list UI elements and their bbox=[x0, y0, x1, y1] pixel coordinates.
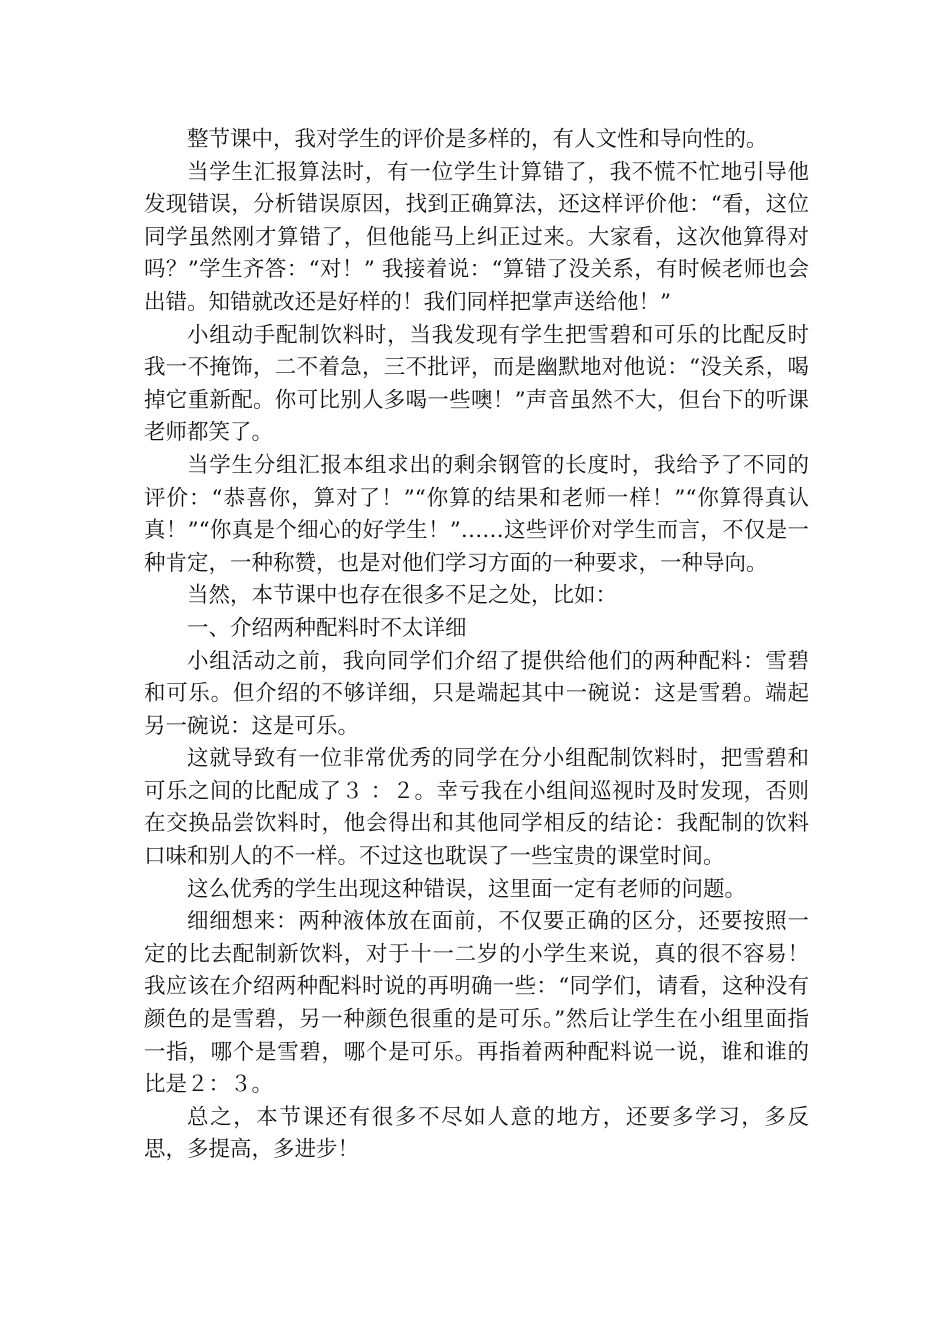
document-body bbox=[144, 124, 809, 1167]
paragraph-group-report: 当学生分组汇报本组求出的剩余钢管的长度时，我给予了不同的评价：“恭喜你，算对了！”“你算的结果和老师一样！”“你算得真认真！”“你真是个细心的好学生！”……这些评价对学生而言，不仅是一种肯定，一种称赞，也是对他们学习方面的一种要求，一种导向。 bbox=[144, 452, 809, 576]
paragraph-teacher-problem: 这么优秀的学生出现这种错误，这里面一定有老师的问题。 bbox=[187, 876, 747, 902]
paragraph-ratio-mistake: 这就导致有一位非常优秀的同学在分小组配制饮料时，把雪碧和可乐之间的比配成了３ ：２。幸亏我在小组间巡视时及时发现，否则在交换品尝饮料时，他会得出和其他同学相反的结论：我配制的饮料口味和别人的不一样。不过这也耽误了一些宝贵的课堂时间。 bbox=[144, 746, 809, 870]
paragraph-conclusion: 总之，本节课还有很多不尽如人意的地方，还要多学习，多反思，多提高，多进步！ bbox=[144, 1104, 809, 1163]
paragraph-reflection: 细细想来：两种液体放在面前，不仅要正确的区分，还要按照一定的比去配制新饮料，对于十一二岁的小学生来说，真的很不容易！我应该在介绍两种配料时说的再明确一些：“同学们，请看，这种没有颜色的是雪碧，另一种颜色很重的是可乐。”然后让学生在小组里面指一指，哪个是雪碧，哪个是可乐。再指着两种配料说一说，谁和谁的比是２：３。 bbox=[144, 909, 809, 1098]
paragraph-ingredient-intro: 小组活动之前，我向同学们介绍了提供给他们的两种配料：雪碧和可乐。但介绍的不够详细，只是端起其中一碗说：这是雪碧。端起另一碗说：这是可乐。 bbox=[144, 648, 809, 739]
paragraph-calculation-error: 当学生汇报算法时，有一位学生计算错了，我不慌不忙地引导他发现错误，分析错误原因，找到正确算法，还这样评价他：“看，这位同学虽然刚才算错了，但他能马上纠正过来。大家看，这次他算得对吗？”学生齐答：“对！” 我接着说：“算错了没关系，有时候老师也会出错。知错就改还是好样的！我们同样把掌声送给他！” bbox=[144, 159, 809, 315]
section-heading-ingredients: 一、介绍两种配料时不太详细 bbox=[187, 615, 467, 641]
paragraph-evaluation-intro: 整节课中，我对学生的评价是多样的，有人文性和导向性的。 bbox=[187, 127, 768, 152]
paragraph-shortcomings: 当然，本节课中也存在很多不足之处，比如： bbox=[187, 583, 618, 609]
paragraph-drink-mixing: 小组动手配制饮料时，当我发现有学生把雪碧和可乐的比配反时我一不掩饰，二不着急，三不批评，而是幽默地对他说：“没关系，喝掉它重新配。你可比别人多喝一些噢！”声音虽然不大，但台下的听课老师都笑了。 bbox=[144, 322, 809, 446]
